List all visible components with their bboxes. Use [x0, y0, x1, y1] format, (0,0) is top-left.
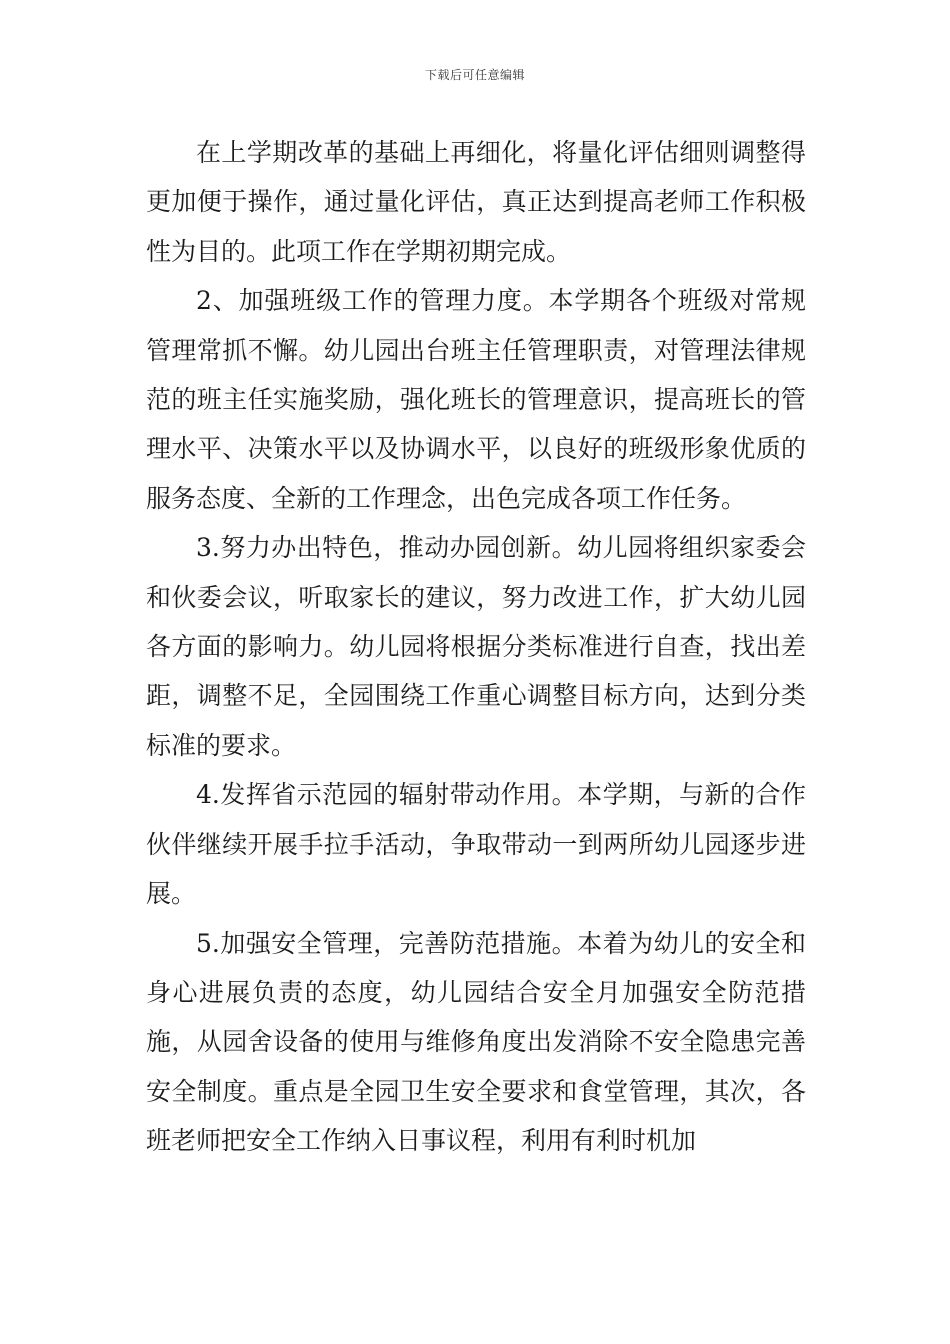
document-body: [146, 128, 806, 1166]
paragraph-evaluation: 在上学期改革的基础上再细化，将量化评估细则调整得更加便于操作，通过量化评估，真正达到提高老师工作积极性为目的。此项工作在学期初期完成。: [146, 138, 806, 266]
paragraph-class-management: 2、加强班级工作的管理力度。本学期各个班级对常规管理常抓不懈。幼儿园出台班主任管理职责，对管理法律规范的班主任实施奖励，强化班长的管理意识，提高班长的管理水平、决策水平以及协调水平，以良好的班级形象优质的服务态度、全新的工作理念，出色完成各项工作任务。: [146, 286, 806, 513]
paragraph-demonstration: 4.发挥省示范园的辐射带动作用。本学期，与新的合作伙伴继续开展手拉手活动，争取带动一到两所幼儿园逐步进展。: [146, 780, 806, 909]
header-note: 下载后可任意编辑: [424, 68, 525, 82]
paragraph-innovation: 3.努力办出特色，推动办园创新。幼儿园将组织家委会和伙委会议，听取家长的建议，努力改进工作，扩大幼儿园各方面的影响力。幼儿园将根据分类标准进行自查，找出差距，调整不足，全园围绕工作重心调整目标方向，达到分类标准的要求。: [146, 533, 806, 760]
paragraph-safety: 5.加强安全管理，完善防范措施。本着为幼儿的安全和身心进展负责的态度，幼儿园结合安全月加强安全防范措施，从园舍设备的使用与维修角度出发消除不安全隐患完善安全制度。重点是全园卫生安全要求和食堂管理，其次，各班老师把安全工作纳入日事议程，利用有利时机加: [146, 928, 806, 1156]
